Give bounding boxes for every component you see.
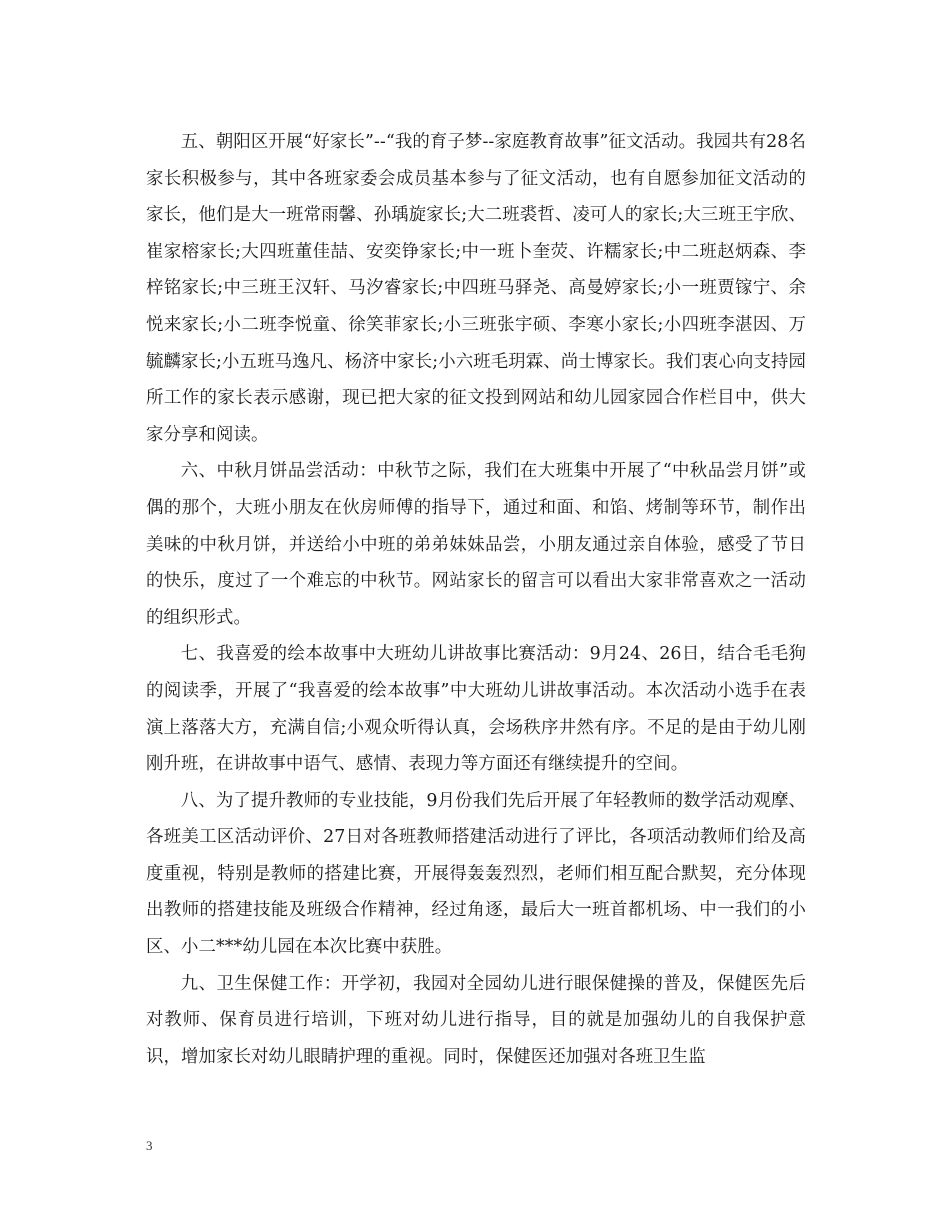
paragraph-section-7: 七、我喜爱的绘本故事中大班幼儿讲故事比赛活动：9月24、26日，结合毛毛狗的阅读季，开展了“我喜爱的绘本故事”中大班幼儿讲故事活动。本次活动小选手在表演上落落大方，充满自信;小观众听得认真，会场秩序井然有序。不足的是由于幼儿刚刚升班，在讲故事中语气、感情、表现力等方面还有继续提升的空间。: [146, 644, 806, 775]
paragraph-section-8: 八、为了提升教师的专业技能，9月份我们先后开展了年轻教师的数学活动观摩、各班美工区活动评价、27日对各班教师搭建活动进行了评比，各项活动教师们给及高度重视，特别是教师的搭建比赛，开展得轰轰烈烈，老师们相互配合默契，充分体现出教师的搭建技能及班级合作精神，经过角逐，最后大一班首都机场、中一我们的小区、小二***幼儿园在本次比赛中获胜。: [146, 790, 806, 958]
document-body: [146, 124, 806, 1075]
paragraph-section-5: 五、朝阳区开展“好家长”--“我的育子梦--家庭教育故事”征文活动。我园共有28名家长积极参与，其中各班家委会成员基本参与了征文活动，也有自愿参加征文活动的家长，他们是大一班常雨馨、孙瑀旋家长;大二班裘哲、凌可人的家长;大三班王宇欣、崔家榕家长;大四班董佳喆、安奕铮家长;中一班卜奎荧、许糯家长;中二班赵炳森、李梓铭家长;中三班王汉轩、马汐睿家长;中四班马驿尧、高曼婷家长;小一班贾镓宁、余悦来家长;小二班李悦童、徐笑菲家长;小三班张宇硕、李寒小家长;小四班李湛因、万毓麟家长;小五班马逸凡、杨济中家长;小六班毛玥霖、尚士博家长。我们衷心向支持园所工作的家长表示感谢，现已把大家的征文投到网站和幼儿园家园合作栏目中，供大家分享和阅读。: [146, 132, 806, 445]
paragraph-section-9: 九、卫生保健工作：开学初，我园对全园幼儿进行眼保健操的普及，保健医先后对教师、保育员进行培训，下班对幼儿进行指导，目的就是加强幼儿的自我保护意识，增加家长对幼儿眼睛护理的重视。同时，保健医还加强对各班卫生监: [146, 973, 806, 1067]
paragraph-section-6: 六、中秋月饼品尝活动：中秋节之际，我们在大班集中开展了“中秋品尝月饼”或偶的那个，大班小朋友在伙房师傅的指导下，通过和面、和馅、烤制等环节，制作出美味的中秋月饼，并送给小中班的弟弟妹妹品尝，小朋友通过亲自体验，感受了节日的快乐，度过了一个难忘的中秋节。网站家长的留言可以看出大家非常喜欢之一活动的组织形式。: [146, 461, 806, 628]
page-number: 3: [146, 1138, 153, 1153]
